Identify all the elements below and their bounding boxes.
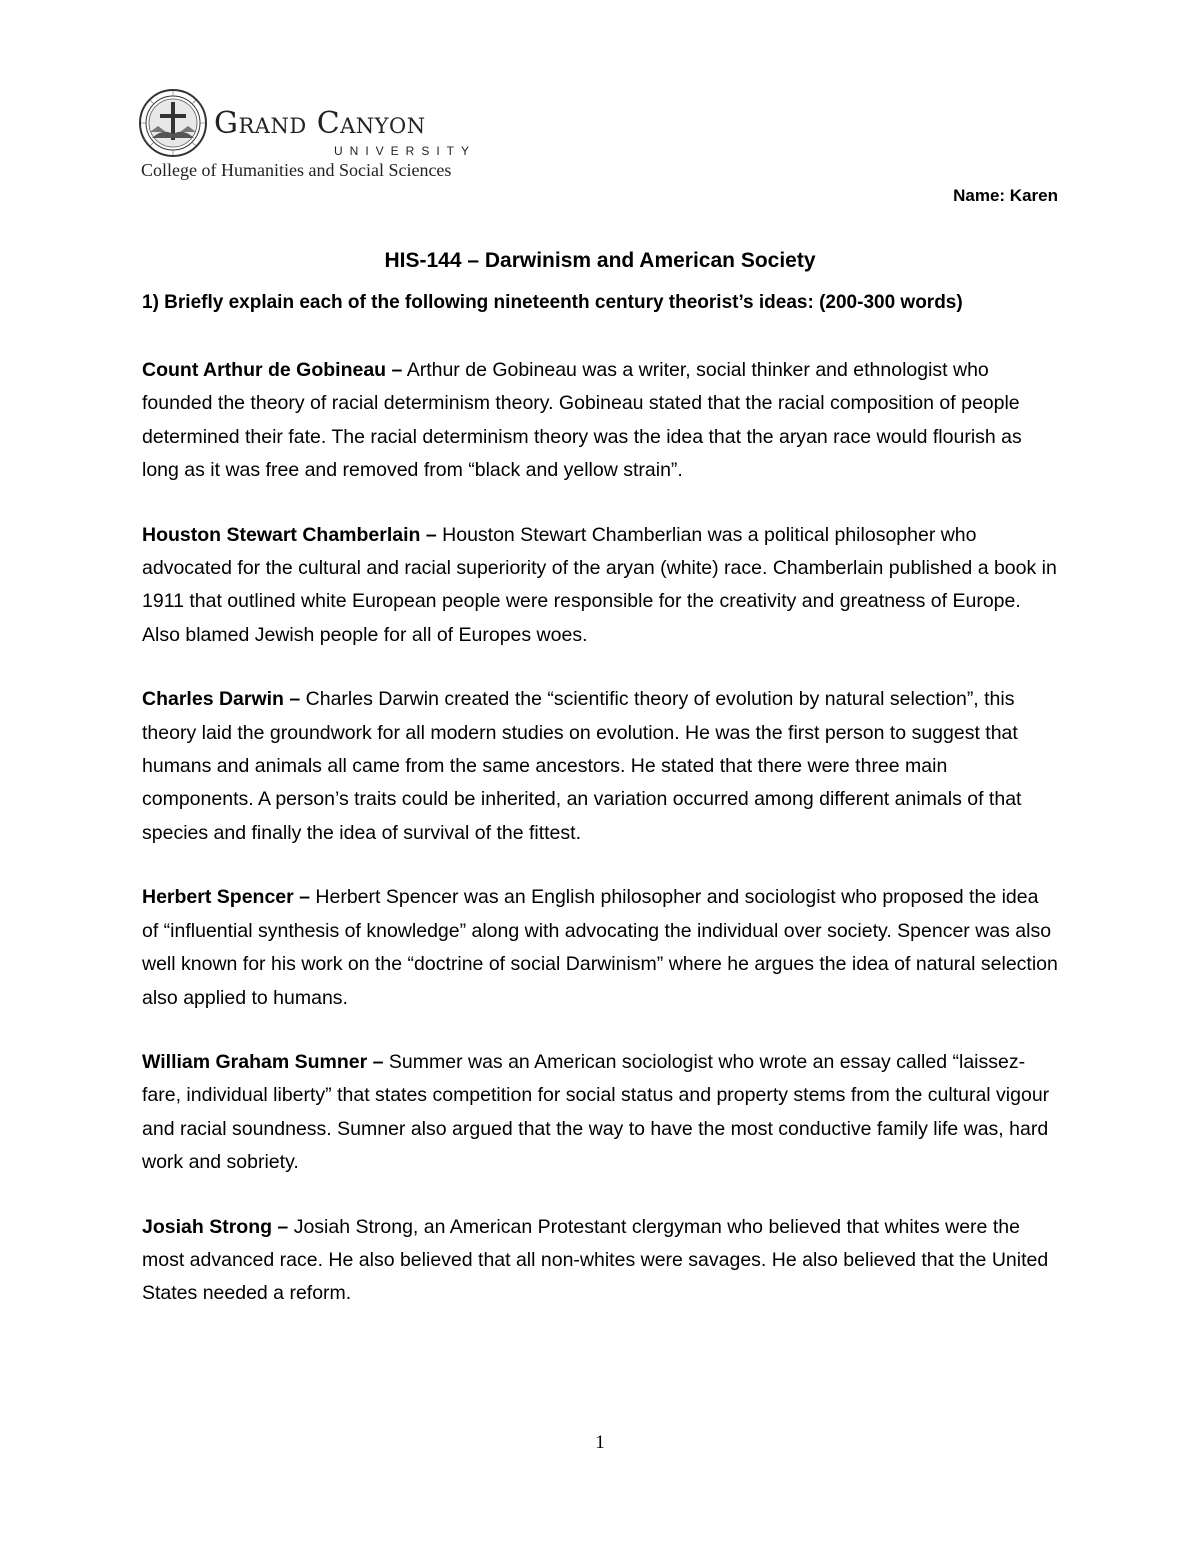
document-title: HIS-144 – Darwinism and American Society xyxy=(384,249,816,272)
entry-text: Herbert Spencer was an English philosopher and sociologist who proposed the idea of “influential synthesis of knowledge” along with advocating the individual over society. Spencer was also well known for his work on the “doctrine of social Darwinism” where he argues the idea of natural selection also applied to humans. xyxy=(142,886,1058,1009)
answer-entry-sumner xyxy=(142,1046,1060,1180)
university-logo xyxy=(138,88,477,160)
entry-term: Josiah Strong – xyxy=(142,1215,289,1238)
entry-term: Herbert Spencer – xyxy=(142,886,310,909)
answer-entry-chamberlain xyxy=(142,519,1060,653)
answer-entry-spencer xyxy=(142,881,1060,1015)
entry-term: Houston Stewart Chamberlain – xyxy=(142,523,437,546)
logo-subtitle: UNIVERSITY xyxy=(334,144,477,158)
answer-entry-darwin xyxy=(142,683,1060,850)
entry-text: Houston Stewart Chamberlian was a political philosopher who advocated for the cultural and racial superiority of the aryan (white) race. Chamberlain published a book in 1911 that outlined white European people were responsible for the creativity and greatness of Europe. Also blamed Jewish people for all of Europes woes. xyxy=(142,523,1057,646)
page-number: 1 xyxy=(595,1432,605,1453)
entry-term: Count Arthur de Gobineau – xyxy=(142,359,403,381)
entry-text: Summer was an American sociologist who wrote an essay called “laissez-fare, individual liberty” that states competition for social status and property stems from the cultural vigour and racial soundness. Sumner also argued that the way to have the most conductive family life was, hard work and sobriety. xyxy=(142,1050,1050,1174)
answer-list xyxy=(142,354,1060,1342)
entry-text: Josiah Strong, an American Protestant clergyman who believed that whites were the most advanced race. He also believed that all non-whites were savages. He also believed that the United States needed a reform. xyxy=(142,1215,1049,1305)
question-prompt: 1) Briefly explain each of the following nineteenth century theorist’s ideas: (200-300 words) xyxy=(142,292,963,313)
entry-text: Charles Darwin created the “scientific theory of evolution by natural selection”, this theory laid the groundwork for all modern studies on evolution. He was the first person to suggest that humans and animals all came from the same ancestors. He stated that there were three main components. A person’s traits could be inherited, an variation occurred among different animals of that species and finally the idea of survival of the fittest. xyxy=(142,688,1022,844)
answer-entry-strong xyxy=(142,1211,1060,1311)
student-name: Name: Karen xyxy=(953,186,1058,205)
university-seal-icon xyxy=(138,88,208,158)
entry-text: Arthur de Gobineau was a writer, social thinker and ethnologist who founded the theory of racial determinism theory. Gobineau stated that the racial composition of people determined their fate. The racial determinism theory was the idea that the aryan race would flourish as long as it was free and removed from “black and yellow strain”. xyxy=(142,359,1022,482)
entry-term: William Graham Sumner – xyxy=(142,1050,384,1073)
logo-wordmark: Grand Canyon xyxy=(214,106,426,141)
college-name: College of Humanities and Social Sciences xyxy=(141,160,452,180)
entry-term: Charles Darwin – xyxy=(142,688,301,711)
answer-entry-gobineau xyxy=(142,354,1060,488)
